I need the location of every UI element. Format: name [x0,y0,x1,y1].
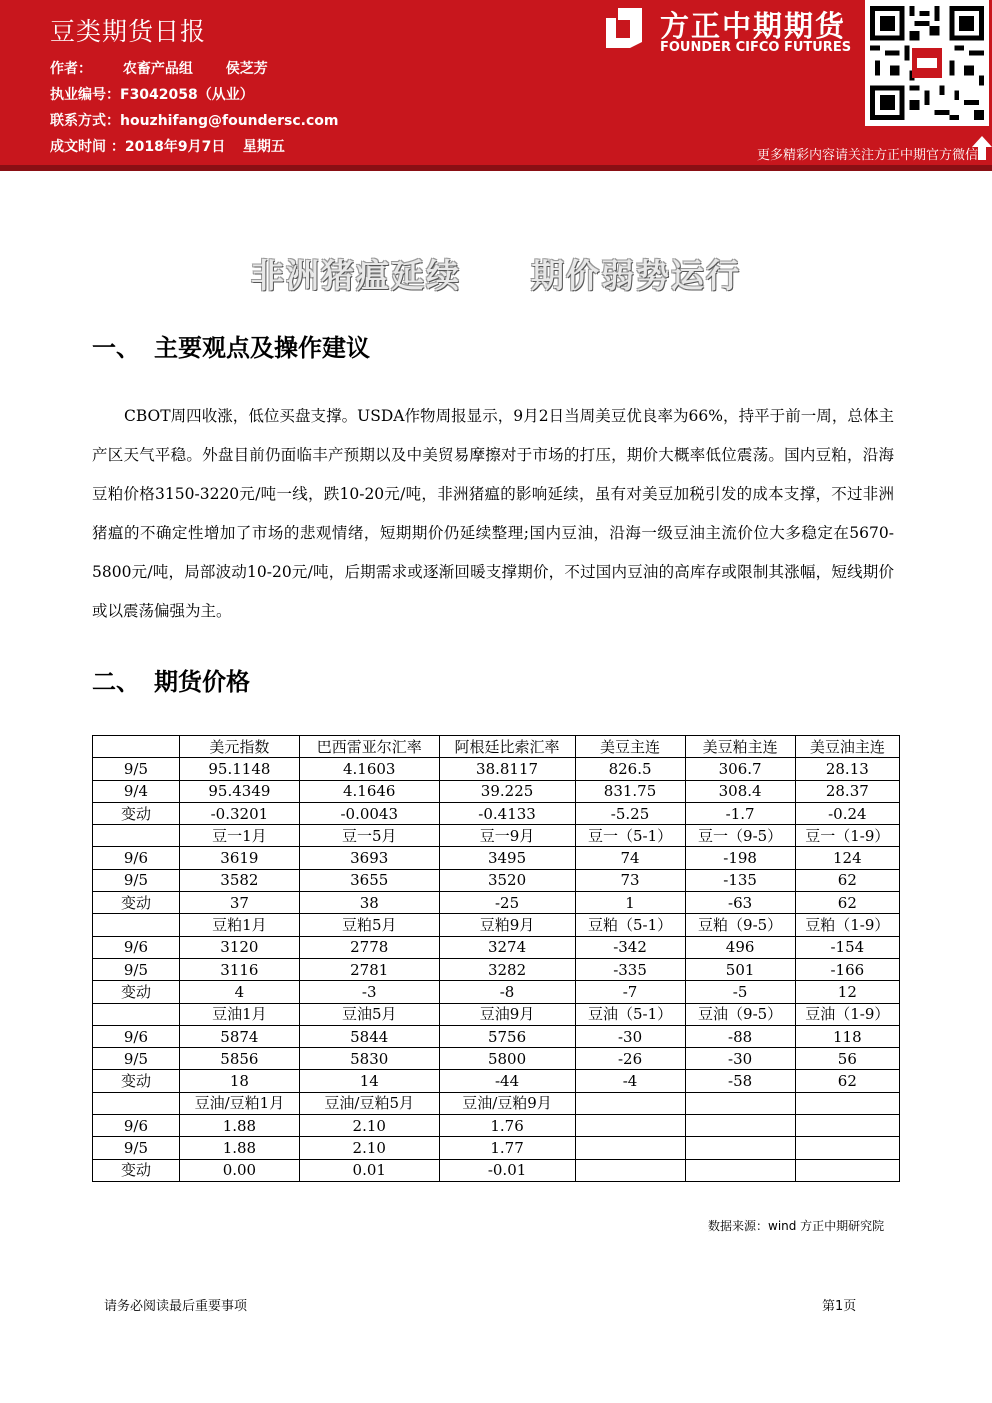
row-label-cell: 9/6 [93,936,180,958]
table-cell: 38 [299,892,439,914]
table-cell: 3274 [439,936,575,958]
table-cell: 5830 [299,1048,439,1070]
table-cell: -335 [575,958,685,980]
header-divider [0,165,992,171]
table-cell: 3116 [179,958,299,980]
table-cell: 巴西雷亚尔汇率 [299,736,439,758]
table-cell: 3520 [439,869,575,891]
table-cell: 501 [685,958,795,980]
table-row [93,1159,900,1181]
table-cell: 豆粕5月 [299,914,439,936]
table-cell: -26 [575,1048,685,1070]
table-cell: 豆粕1月 [179,914,299,936]
table-row [93,958,900,980]
table-cell: 豆粕（1-9） [795,914,899,936]
row-label-cell [93,1003,180,1025]
row-label-cell: 变动 [93,981,180,1003]
table-cell [795,1092,899,1114]
section-1-heading [92,328,370,363]
table-cell: 38.8117 [439,758,575,780]
table-cell: 2781 [299,958,439,980]
section-2-heading [92,662,250,697]
table-cell: 豆油/豆粕1月 [179,1092,299,1114]
table-cell: -88 [685,1025,795,1047]
table-cell [685,1137,795,1159]
author-label: 作者： [50,61,92,77]
table-cell [795,1159,899,1181]
table-cell: 1.77 [439,1137,575,1159]
row-label-cell: 9/5 [93,1048,180,1070]
row-label-cell: 变动 [93,1159,180,1181]
table-cell: -3 [299,981,439,1003]
table-cell: 美豆粕主连 [685,736,795,758]
date-text: 成文时间 ：2018年9月7日 [50,139,226,155]
row-label-cell [93,914,180,936]
report-title: 豆类期货日报 [50,17,207,46]
table-cell: 826.5 [575,758,685,780]
arrow-up-icon [972,136,992,160]
table-row [93,758,900,780]
table-cell: 3655 [299,869,439,891]
section-2-title: 期货价格 [154,668,250,696]
table-cell: 豆油/豆粕5月 [299,1092,439,1114]
table-cell: 2.10 [299,1115,439,1137]
table-cell: 豆一（1-9） [795,825,899,847]
license-line: 执业编号：F3042058（从业） [50,87,254,103]
row-label-cell: 变动 [93,1070,180,1092]
date-line [50,136,285,156]
table-cell: 豆一1月 [179,825,299,847]
table-cell: 2778 [299,936,439,958]
table-cell: 3120 [179,936,299,958]
table-cell: 5844 [299,1025,439,1047]
table-cell: 美豆主连 [575,736,685,758]
table-cell: 62 [795,1070,899,1092]
futures-price-table [92,735,900,1182]
table-cell: 1.88 [179,1137,299,1159]
table-row [93,780,900,802]
author-name: 侯芝芳 [225,61,268,77]
table-cell: 12 [795,981,899,1003]
table-cell: 5800 [439,1048,575,1070]
founder-logo-icon [606,8,642,48]
table-cell: 56 [795,1048,899,1070]
table-cell: 4.1646 [299,780,439,802]
table-cell: -5.25 [575,802,685,824]
row-label-cell: 9/5 [93,958,180,980]
table-cell: -30 [575,1025,685,1047]
footer-notice: 请务必阅读最后重要事项 [104,1299,248,1314]
headline-part-1: 非洲猪瘟延续 [251,256,461,295]
table-cell: 74 [575,847,685,869]
table-cell: 5856 [179,1048,299,1070]
table-cell: 豆一9月 [439,825,575,847]
table-cell: 豆粕（5-1） [575,914,685,936]
page-number: 第1页 [822,1299,857,1314]
wechat-follow-note: 更多精彩内容请关注方正中期官方微信 [756,148,978,163]
table-cell: 豆一（5-1） [575,825,685,847]
table-cell: 95.1148 [179,758,299,780]
row-label-cell: 9/6 [93,847,180,869]
table-cell: -58 [685,1070,795,1092]
table-cell: 831.75 [575,780,685,802]
table-cell: 豆粕（9-5） [685,914,795,936]
table-row [93,892,900,914]
row-label-cell: 9/4 [93,780,180,802]
table-cell: -198 [685,847,795,869]
table-cell: -30 [685,1048,795,1070]
table-cell [685,1159,795,1181]
table-cell: 豆油9月 [439,1003,575,1025]
table-row [93,1003,900,1025]
section-1-title: 主要观点及操作建议 [154,334,370,362]
table-cell: 18 [179,1070,299,1092]
header-banner [0,0,992,165]
section-1-number: 一、 [92,334,140,362]
table-cell: -44 [439,1070,575,1092]
weekday-text: 星期五 [242,139,285,155]
table-cell: 0.00 [179,1159,299,1181]
table-cell: -135 [685,869,795,891]
table-cell: 3619 [179,847,299,869]
table-cell: 39.225 [439,780,575,802]
table-cell: -0.4133 [439,802,575,824]
table-cell: -7 [575,981,685,1003]
table-cell: -0.3201 [179,802,299,824]
table-cell: 124 [795,847,899,869]
table-row [93,1048,900,1070]
table-cell: 豆一5月 [299,825,439,847]
table-cell: -0.24 [795,802,899,824]
author-line [50,58,268,78]
row-label-cell: 9/5 [93,758,180,780]
table-cell: -0.01 [439,1159,575,1181]
table-cell: 豆油（5-1） [575,1003,685,1025]
row-label-cell: 9/5 [93,869,180,891]
table-row [93,736,900,758]
table-cell: 1 [575,892,685,914]
table-cell: -25 [439,892,575,914]
table-cell: 阿根廷比索汇率 [439,736,575,758]
table-cell [685,1115,795,1137]
headline-part-2: 期价弱势运行 [531,256,741,295]
table-row [93,847,900,869]
table-row [93,981,900,1003]
row-label-cell: 9/5 [93,1137,180,1159]
table-cell [575,1159,685,1181]
row-label-cell [93,736,180,758]
table-cell: -63 [685,892,795,914]
table-row [93,825,900,847]
table-cell: 308.4 [685,780,795,802]
summary-paragraph [92,397,894,631]
table-cell: 95.4349 [179,780,299,802]
table-row [93,914,900,936]
table-cell [795,1137,899,1159]
row-label-cell: 变动 [93,802,180,824]
table-cell: 14 [299,1070,439,1092]
table-cell [685,1092,795,1114]
row-label-cell: 9/6 [93,1025,180,1047]
table-cell: -154 [795,936,899,958]
table-cell: 28.37 [795,780,899,802]
table-cell [575,1137,685,1159]
table-cell: 1.76 [439,1115,575,1137]
table-row [93,1025,900,1047]
table-cell: 豆油（9-5） [685,1003,795,1025]
row-label-cell [93,1092,180,1114]
table-cell: 306.7 [685,758,795,780]
table-cell: 豆一（9-5） [685,825,795,847]
table-cell: 118 [795,1025,899,1047]
table-cell [575,1092,685,1114]
table-cell: 豆粕9月 [439,914,575,936]
table-cell: -166 [795,958,899,980]
table-cell: 73 [575,869,685,891]
row-label-cell [93,825,180,847]
table-row [93,1115,900,1137]
table-cell: 4.1603 [299,758,439,780]
report-headline [0,250,992,297]
table-row [93,802,900,824]
table-cell [575,1115,685,1137]
contact-line[interactable]: 联系方式：houzhifang@foundersc.com [50,113,339,129]
table-cell: 1.88 [179,1115,299,1137]
table-cell: -342 [575,936,685,958]
table-cell: 5756 [439,1025,575,1047]
table-cell: 美豆油主连 [795,736,899,758]
table-cell: 4 [179,981,299,1003]
row-label-cell: 9/6 [93,1115,180,1137]
author-group: 农畜产品组 [122,61,193,77]
data-source-note: 数据来源：wind 方正中期研究院 [708,1219,885,1233]
table-cell: 62 [795,869,899,891]
table-cell: 28.13 [795,758,899,780]
table-cell: 3282 [439,958,575,980]
table-row [93,1137,900,1159]
table-cell [795,1115,899,1137]
table-cell: 496 [685,936,795,958]
section-2-number: 二、 [92,668,140,696]
table-row [93,1070,900,1092]
table-cell: -0.0043 [299,802,439,824]
table-cell: 0.01 [299,1159,439,1181]
brand-name-cn: 方正中期期货 [660,9,847,43]
table-cell: 3495 [439,847,575,869]
table-cell: 62 [795,892,899,914]
table-cell: 3693 [299,847,439,869]
summary-text: CBOT周四收涨，低位买盘支撑。USDA作物周报显示，9月2日当周美豆优良率为66%，持平于前一周，总体主产区天气平稳。外盘目前仍面临丰产预期以及中美贸易摩擦对于市场的打压，期价大概率低位震荡。国内豆粕，沿海豆粕价格3150-3220元/吨一线，跌10-20元/吨，非洲猪瘟的影响延续，虽有对美豆加税引发的成本支撑，不过非洲猪瘟的不确定性增加了市场的悲观情绪，短期期价仍延续整理;国内豆油，沿海一级豆油主流价位大多稳定在5670-5800元/吨，局部波动10-20元/吨，后期需求或逐渐回暖支撑期价，不过国内豆油的高库存或限制其涨幅，短线期价或以震荡偏强为主。 [92,407,894,620]
table-cell: 豆油（1-9） [795,1003,899,1025]
table-cell: -4 [575,1070,685,1092]
table-cell: 豆油1月 [179,1003,299,1025]
table-cell: -5 [685,981,795,1003]
table-cell: 豆油5月 [299,1003,439,1025]
table-row [93,1092,900,1114]
table-row [93,936,900,958]
table-cell: 5874 [179,1025,299,1047]
table-cell: -8 [439,981,575,1003]
table-cell: 美元指数 [179,736,299,758]
row-label-cell: 变动 [93,892,180,914]
table-cell: 豆油/豆粕9月 [439,1092,575,1114]
table-cell: -1.7 [685,802,795,824]
table-cell: 3582 [179,869,299,891]
table-cell: 37 [179,892,299,914]
table-cell: 2.10 [299,1137,439,1159]
wechat-qr-code-icon[interactable] [865,0,989,126]
brand-name-en: FOUNDER CIFCO FUTURES [660,40,852,55]
table-row [93,869,900,891]
